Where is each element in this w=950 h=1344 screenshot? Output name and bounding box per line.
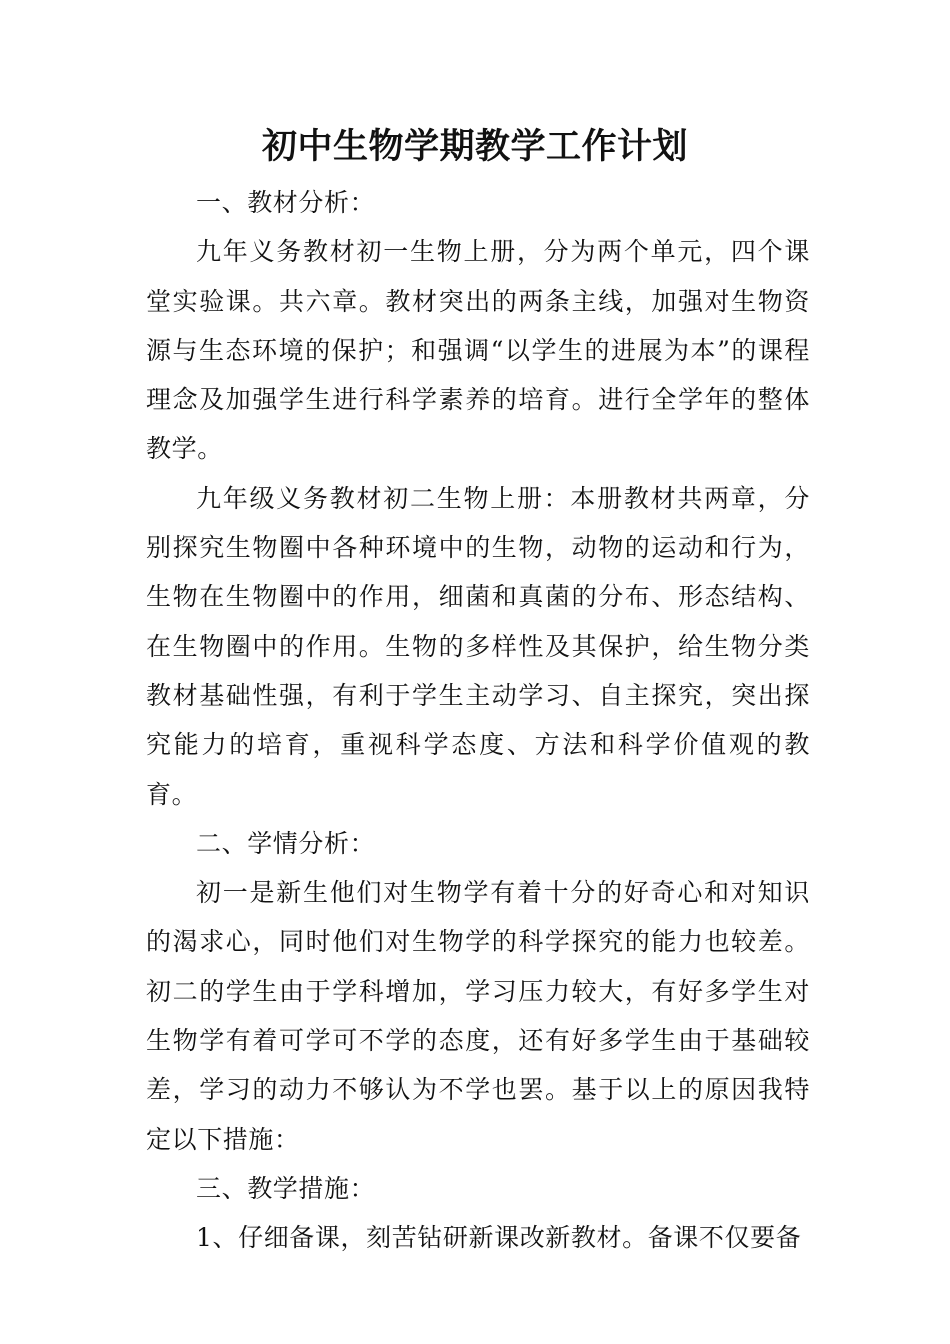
paragraph-measure-1: 1、仔细备课，刻苦钻研新课改新教材。备课不仅要备 <box>196 1223 802 1253</box>
paragraph-grade8-textbook: 九年级义务教材初二生物上册：本册教材共两章，分别探究生物圈中各种环境中的生物，动物的运动和行为，生物在生物圈中的作用，细菌和真菌的分布、形态结构、在生物圈中的作用。生物的多样性及其保护，给生物分类教材基础性强，有利于学生主动学习、自主探究，突出探究能力的培育，重视科学态度、方法和科学价值观的教育。 <box>146 483 810 809</box>
document-body <box>146 178 810 1263</box>
document-title: 初中生物学期教学工作计划 <box>261 127 688 167</box>
section-heading-teaching-measures: 三、教学措施： <box>196 1173 376 1203</box>
section-heading-textbook-analysis: 一、教材分析： <box>196 188 376 217</box>
section-heading-student-analysis: 二、学情分析： <box>196 828 376 858</box>
paragraph-grade7-textbook: 九年义务教材初一生物上册，分为两个单元，四个课堂实验课。共六章。教材突出的两条主线，加强对生物资源与生态环境的保护；和强调“以学生的进展为本”的课程理念及加强学生进行科学素养的培育。进行全学年的整体教学。 <box>146 237 810 464</box>
paragraph-student-situation: 初一是新生他们对生物学有着十分的好奇心和对知识的渴求心，同时他们对生物学的科学探究的能力也较差。初二的学生由于学科增加，学习压力较大，有好多学生对生物学有着可学可不学的态度，还有好多学生由于基础较差，学习的动力不够认为不学也罢。基于以上的原因我特定以下措施： <box>146 878 810 1154</box>
